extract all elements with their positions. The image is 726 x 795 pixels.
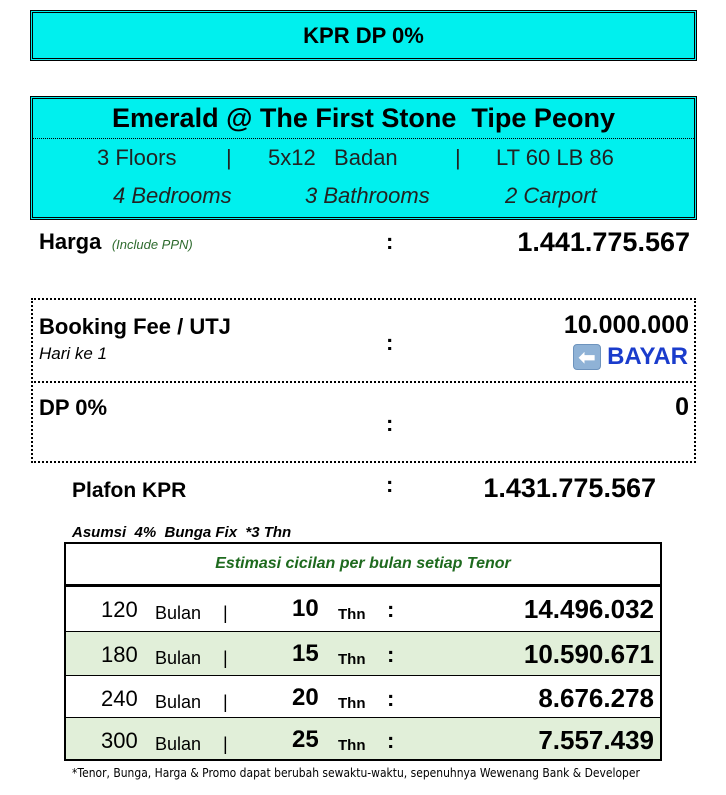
dp-label: DP 0% [39, 395, 108, 420]
row-separator: | [223, 648, 228, 668]
monthly-installment: 7.557.439 [538, 725, 654, 755]
harga-label-group [39, 229, 193, 255]
plafon-value: 1.431.775.567 [483, 473, 656, 503]
bayar-label: BAYAR [607, 343, 688, 370]
property-name: Emerald @ The First Stone Tipe Peony [33, 99, 694, 139]
installment-table [64, 542, 662, 761]
bedrooms: 4 Bedrooms [113, 183, 232, 208]
row-separator: | [223, 692, 228, 712]
plot-size: 5x12 Badan [268, 145, 398, 170]
tenor-years: 25 [292, 726, 319, 753]
dp-value: 0 [675, 393, 689, 421]
plafon-label: Plafon KPR [72, 479, 187, 502]
booking-day: Hari ke 1 [39, 344, 108, 363]
table-row [66, 675, 660, 719]
left-arrow-icon: ⬅ [573, 344, 601, 370]
table-row [66, 586, 660, 630]
title-banner [30, 10, 697, 61]
years-unit: Thn [338, 651, 366, 668]
tenor-months: 240 [101, 686, 138, 711]
floors: 3 Floors [97, 145, 177, 170]
monthly-installment: 10.590.671 [523, 639, 654, 669]
tenor-years: 10 [292, 595, 319, 622]
tenor-months: 300 [101, 728, 138, 753]
harga-colon: : [386, 229, 394, 254]
row-colon: : [387, 728, 395, 753]
years-unit: Thn [338, 606, 366, 623]
booking-colon: : [386, 330, 394, 355]
months-unit: Bulan [155, 603, 202, 623]
booking-value: 10.000.000 [563, 311, 689, 339]
carport: 2 Carport [505, 183, 597, 208]
land-building-size: LT 60 LB 86 [496, 145, 614, 170]
tenor-years: 20 [292, 684, 319, 711]
row-colon: : [387, 597, 395, 622]
monthly-installment: 8.676.278 [538, 683, 654, 713]
row-colon: : [387, 642, 395, 667]
booking-label: Booking Fee / UTJ [39, 314, 231, 339]
months-unit: Bulan [155, 734, 202, 754]
property-info-box [30, 96, 697, 220]
property-rooms-row [33, 177, 694, 215]
bayar-button[interactable] [573, 343, 688, 371]
years-unit: Thn [338, 695, 366, 712]
page-title: KPR DP 0% [303, 22, 424, 48]
row-colon: : [387, 686, 395, 711]
table-row [66, 717, 660, 759]
years-unit: Thn [338, 737, 366, 754]
spec-separator: | [455, 145, 461, 170]
months-unit: Bulan [155, 648, 202, 668]
spec-separator: | [226, 145, 232, 170]
tenor-years: 15 [292, 640, 319, 667]
monthly-installment: 14.496.032 [523, 594, 654, 624]
tenor-months: 180 [101, 642, 138, 667]
tenor-months: 120 [101, 597, 138, 622]
row-separator: | [223, 734, 228, 754]
table-row [66, 631, 660, 675]
plafon-colon: : [386, 472, 394, 497]
bathrooms: 3 Bathrooms [305, 183, 430, 208]
row-separator: | [223, 603, 228, 623]
disclaimer-footnote: *Tenor, Bunga, Harga & Promo dapat berubah sewaktu-waktu, sepenuhnya Wewenang Bank & Developer [72, 765, 640, 780]
harga-value: 1.441.775.567 [517, 227, 690, 257]
harga-note: (Include PPN) [111, 237, 193, 252]
payment-divider [31, 381, 696, 383]
harga-label: Harga [39, 229, 102, 254]
interest-assumption: Asumsi 4% Bunga Fix *3 Thn [72, 524, 292, 541]
dp-colon: : [386, 411, 394, 436]
table-header: Estimasi cicilan per bulan setiap Tenor [66, 544, 660, 586]
property-specs-row [33, 139, 694, 177]
months-unit: Bulan [155, 692, 202, 712]
